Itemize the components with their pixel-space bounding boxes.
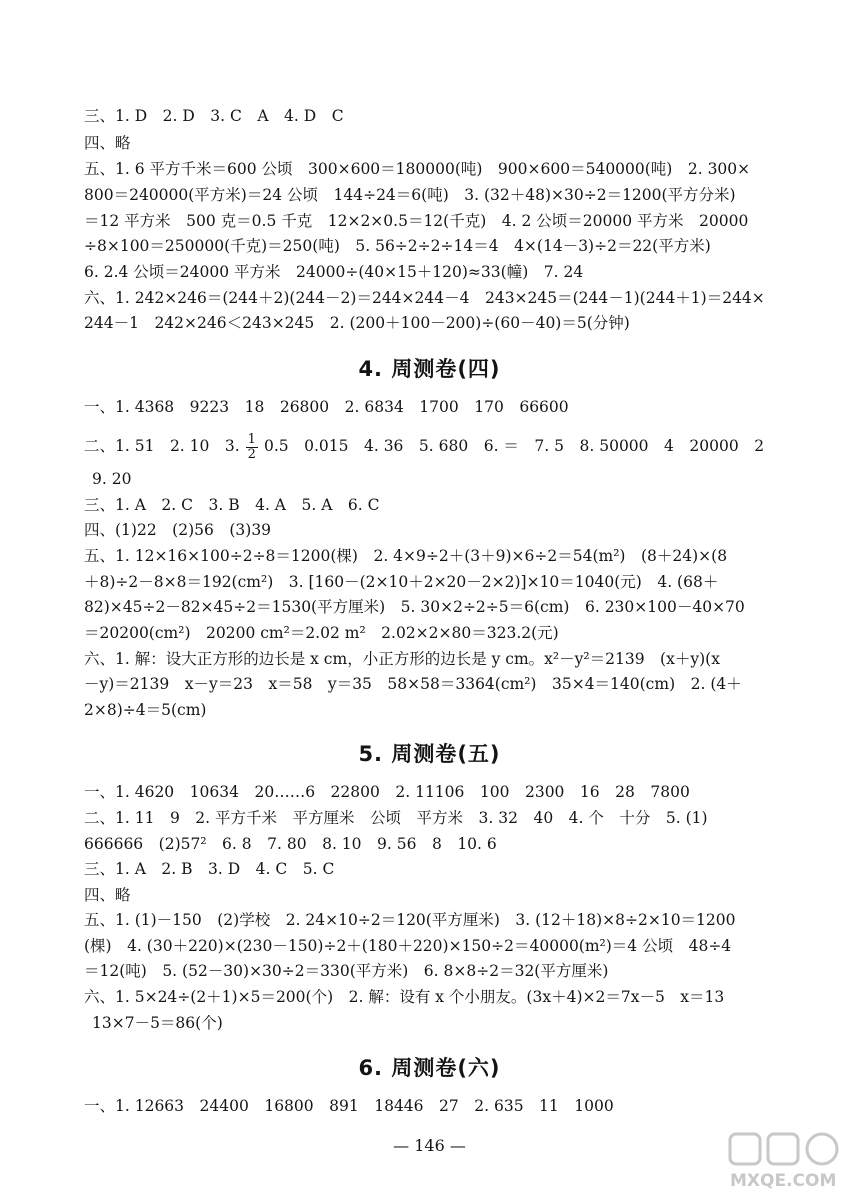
fraction-denominator: 2 — [247, 446, 256, 462]
answer-line: ÷8×100＝250000(千克)＝250(吨) 5. 56÷2÷2÷14＝4 4×(14－3)÷2＝22(平方米) — [84, 237, 711, 255]
answer-line: 82)×45÷2－82×45÷2＝1530(平方厘米) 5. 30×2÷2÷5＝6(cm) 6. 230×100－40×70 — [84, 598, 745, 616]
page-number: — 146 — — [393, 1136, 466, 1155]
answer-line: 六、1. 242×246＝(244＋2)(244－2)＝244×244－4 243×245＝(244－1)(244＋1)＝244× — [84, 289, 765, 307]
answer-line: 六、1. 解：设大正方形的边长是 x cm，小正方形的边长是 y cm。x²－y²＝2139 (x＋y)(x — [84, 650, 720, 668]
answer-text: 二、1. 51 2. 10 3. — [84, 437, 240, 455]
answer-line: ＝12 平方米 500 克＝0.5 千克 12×2×0.5＝12(千克) 4. 2 公顷＝20000 平方米 20000 — [84, 212, 749, 230]
fraction — [246, 433, 258, 462]
answer-line: 一、1. 4620 10634 20……6 22800 2. 11106 100 2300 16 28 7800 — [84, 783, 690, 801]
answer-line: 244－1 242×246＜243×245 2. (200＋100－200)÷(60－40)＝5(分钟) — [84, 314, 630, 332]
answer-line: 二、1. 11 9 2. 平方千米 平方厘米 公顷 平方米 3. 32 40 4. 个 十分 5. (1) — [84, 809, 708, 827]
watermark-text: MXQE.COM — [730, 1171, 837, 1191]
answer-line: 2×8)÷4＝5(cm) — [84, 701, 207, 719]
answer-line: (棵) 4. (30＋220)×(230－150)÷2＋(180＋220)×150÷2＝40000(m²)＝4 公顷 48÷4 — [84, 937, 732, 955]
answer-line: 一、1. 12663 24400 16800 891 18446 27 2. 635 11 1000 — [84, 1097, 614, 1115]
section-title-5: 5. 周测卷(五) — [358, 742, 501, 766]
answer-line: 三、1. A 2. C 3. B 4. A 5. A 6. C — [84, 496, 380, 514]
answer-line: 五、1. 12×16×100÷2÷8＝1200(棵) 2. 4×9÷2＋(3＋9)×6÷2＝54(m²) (8＋24)×(8 — [84, 547, 728, 565]
answer-line: 六、1. 5×24÷(2＋1)×5＝200(个) 2. 解：设有 x 个小朋友。(3x＋4)×2＝7x－5 x＝13 — [84, 988, 725, 1006]
answer-line-with-fraction — [84, 430, 804, 462]
answer-line: 三、1. D 2. D 3. C A 4. D C — [84, 107, 344, 125]
section-title-4: 4. 周测卷(四) — [358, 357, 501, 381]
answer-text: 0.5 0.015 4. 36 5. 680 6. ＝ 7. 5 8. 50000 4 20000 2 — [263, 437, 765, 455]
answer-line: －y)＝2139 x－y＝23 x＝58 y＝35 58×58＝3364(cm²) 35×4＝140(cm) 2. (4＋ — [84, 675, 742, 693]
answer-line: 五、1. (1)－150 (2)学校 2. 24×10÷2＝120(平方厘米) 3. (12＋18)×8÷2×10＝1200 — [84, 911, 736, 929]
fraction-numerator: 1 — [247, 431, 256, 447]
watermark-logo-icon — [722, 1130, 852, 1192]
answer-line: 13×7－5＝86(个) — [92, 1014, 223, 1032]
answer-line: 666666 (2)57² 6. 8 7. 80 8. 10 9. 56 8 10. 6 — [84, 835, 497, 853]
answer-line: ＝12(吨) 5. (52－30)×30÷2＝330(平方米) 6. 8×8÷2＝32(平方厘米) — [84, 962, 609, 980]
answer-line: 6. 2.4 公顷＝24000 平方米 24000÷(40×15＋120)≈33(幢) 7. 24 — [84, 263, 584, 281]
answer-line: ＋8)÷2－8×8＝192(cm²) 3. [160－(2×10＋2×20－2×2)]×10＝1040(元) 4. (68＋ — [84, 573, 719, 591]
section-title-6: 6. 周测卷(六) — [358, 1056, 501, 1080]
answer-line: 五、1. 6 平方千米＝600 公顷 300×600＝180000(吨) 900×600＝540000(吨) 2. 300× — [84, 160, 751, 178]
answer-line: 四、(1)22 (2)56 (3)39 — [84, 521, 272, 539]
answer-line: 四、略 — [84, 886, 131, 904]
answer-line: ＝20200(cm²) 20200 cm²＝2.02 m² 2.02×2×80＝323.2(元) — [84, 624, 559, 642]
answer-line: 9. 20 — [92, 470, 132, 488]
answer-line: 四、略 — [84, 134, 131, 152]
answer-line: 800＝240000(平方米)＝24 公顷 144÷24＝6(吨) 3. (32＋48)×30÷2＝1200(平方分米) — [84, 186, 736, 204]
answer-line: 三、1. A 2. B 3. D 4. C 5. C — [84, 860, 335, 878]
answer-line: 一、1. 4368 9223 18 26800 2. 6834 1700 170 66600 — [84, 398, 569, 416]
